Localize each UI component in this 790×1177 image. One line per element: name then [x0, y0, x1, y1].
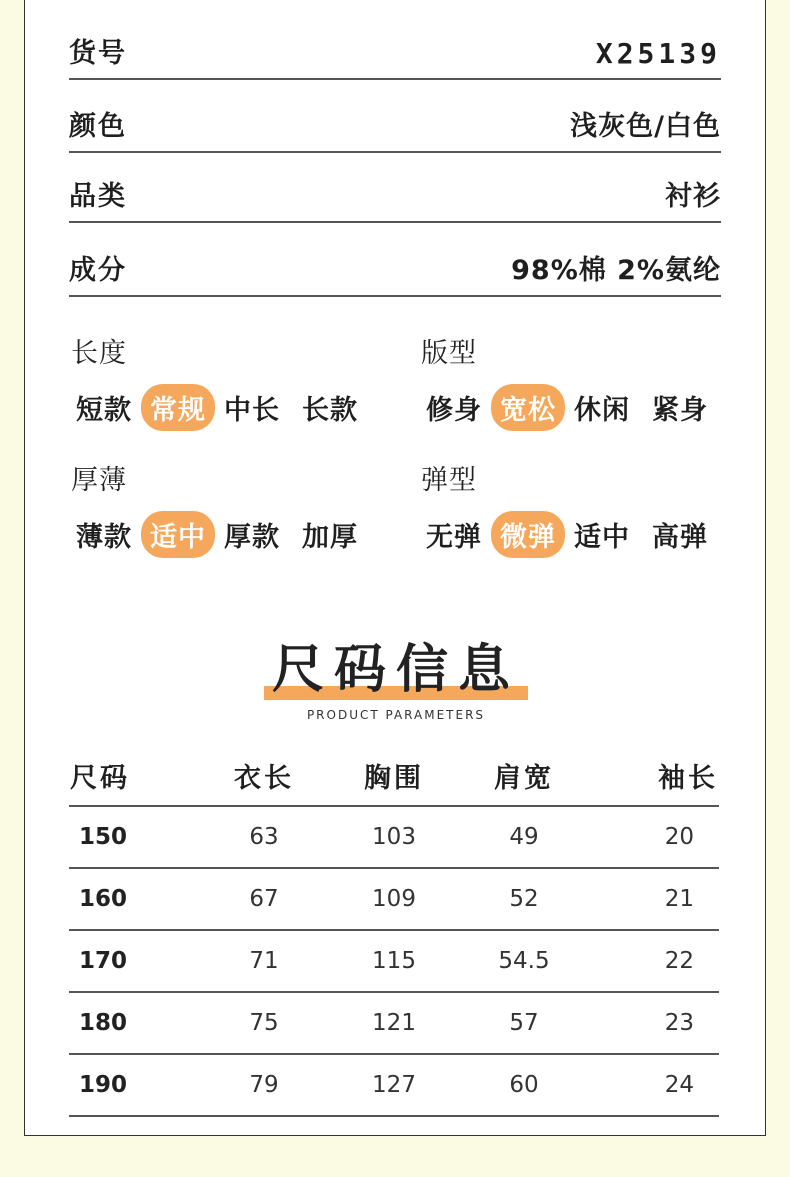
attr-options [71, 511, 363, 558]
table-row [69, 806, 719, 868]
cell-sleeve: 21 [589, 868, 719, 930]
cell-sleeve: 22 [589, 930, 719, 992]
cell-sleeve: 23 [589, 992, 719, 1054]
attr-option: 高弹 [652, 522, 708, 553]
table-row [69, 1054, 719, 1116]
cell-size: 190 [69, 1054, 199, 1116]
info-row-item-no [69, 7, 721, 80]
header-shoulder: 肩宽 [459, 745, 589, 806]
cell-size: 150 [69, 806, 199, 868]
attr-title: 长度 [71, 338, 127, 369]
attr-option: 短款 [76, 395, 132, 426]
attr-options [71, 384, 363, 431]
attr-option-selected: 常规 [141, 384, 215, 431]
attr-option: 薄款 [76, 522, 132, 553]
cell-size: 160 [69, 868, 199, 930]
size-table [69, 745, 719, 1117]
info-value: 浅灰色/白色 [570, 111, 721, 142]
size-section-header [25, 627, 767, 722]
attr-title: 弹型 [421, 465, 477, 496]
attr-length [71, 331, 363, 431]
cell-shoulder: 54.5 [459, 930, 589, 992]
attr-title: 版型 [421, 338, 477, 369]
attr-title: 厚薄 [71, 465, 127, 496]
attr-option-selected: 微弹 [491, 511, 565, 558]
cell-chest: 115 [329, 930, 459, 992]
table-row [69, 992, 719, 1054]
header-chest: 胸围 [329, 745, 459, 806]
cell-length: 71 [199, 930, 329, 992]
header-length: 衣长 [199, 745, 329, 806]
cell-shoulder: 52 [459, 868, 589, 930]
cell-shoulder: 57 [459, 992, 589, 1054]
cell-sleeve: 24 [589, 1054, 719, 1116]
cell-length: 67 [199, 868, 329, 930]
attr-option-selected: 适中 [141, 511, 215, 558]
attr-elasticity [421, 458, 713, 558]
cell-shoulder: 49 [459, 806, 589, 868]
header-sleeve: 袖长 [589, 745, 719, 806]
size-section-title: 尺码信息 [268, 627, 524, 702]
table-header-row [69, 745, 719, 806]
cell-sleeve: 20 [589, 806, 719, 868]
attr-option: 中长 [224, 395, 280, 426]
attr-option: 适中 [574, 522, 630, 553]
attr-option: 紧身 [652, 395, 708, 426]
info-value: 98%棉 2%氨纶 [511, 255, 721, 286]
size-section-subtitle: PRODUCT PARAMETERS [306, 708, 486, 722]
attr-option: 无弹 [426, 522, 482, 553]
cell-length: 63 [199, 806, 329, 868]
cell-shoulder: 60 [459, 1054, 589, 1116]
cell-length: 75 [199, 992, 329, 1054]
attr-option: 厚款 [224, 522, 280, 553]
info-row-category [69, 150, 721, 223]
attr-options [421, 511, 713, 558]
attr-option: 长款 [302, 395, 358, 426]
table-row [69, 868, 719, 930]
attr-options [421, 384, 713, 431]
table-row [69, 930, 719, 992]
info-value: X25139 [595, 37, 721, 70]
info-row-color [69, 80, 721, 153]
cell-length: 79 [199, 1054, 329, 1116]
cell-chest: 121 [329, 992, 459, 1054]
cell-chest: 109 [329, 868, 459, 930]
info-label: 颜色 [69, 111, 127, 142]
spec-card [24, 0, 766, 1136]
attr-option: 加厚 [302, 522, 358, 553]
cell-size: 180 [69, 992, 199, 1054]
cell-size: 170 [69, 930, 199, 992]
attr-option: 休闲 [574, 395, 630, 426]
attr-thickness [71, 458, 363, 558]
header-size: 尺码 [69, 745, 199, 806]
attr-option-selected: 宽松 [491, 384, 565, 431]
attr-fit [421, 331, 713, 431]
info-row-composition [69, 224, 721, 297]
info-label: 品类 [69, 181, 127, 212]
attr-option: 修身 [426, 395, 482, 426]
cell-chest: 103 [329, 806, 459, 868]
info-value: 衬衫 [665, 181, 721, 212]
cell-chest: 127 [329, 1054, 459, 1116]
info-label: 货号 [69, 38, 127, 69]
info-label: 成分 [69, 255, 127, 286]
